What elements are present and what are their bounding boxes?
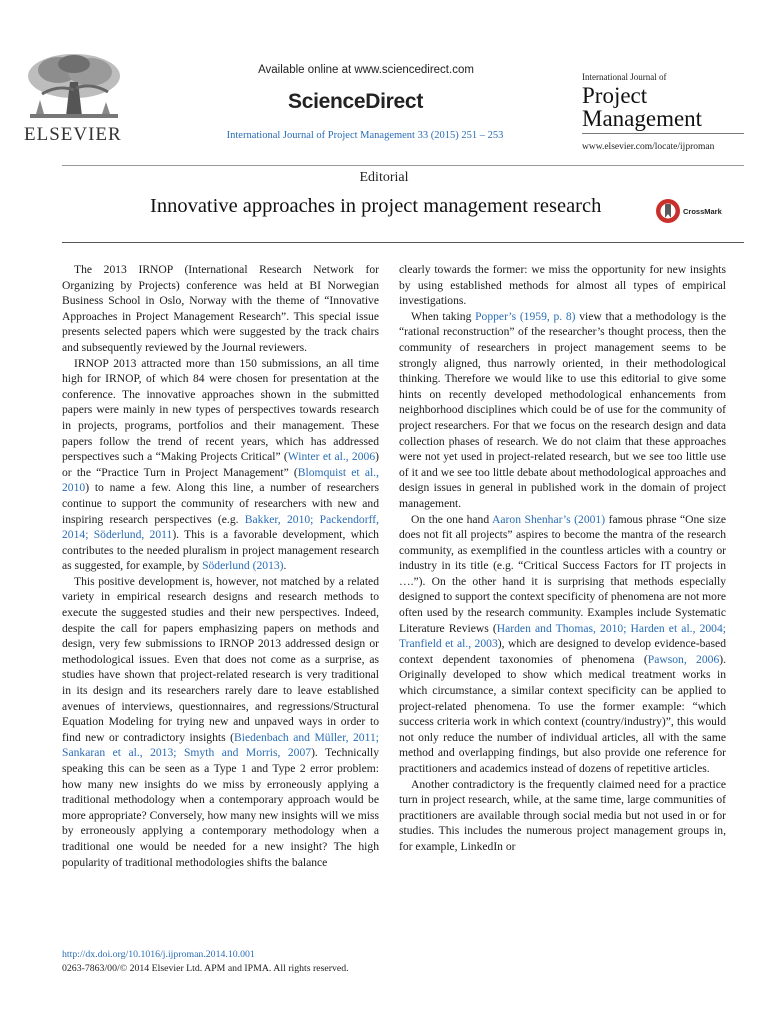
- publisher-name: ELSEVIER: [24, 124, 122, 145]
- reference-link[interactable]: Aaron Shenhar’s (2001): [492, 512, 606, 526]
- paragraph: IRNOP 2013 attracted more than 150 submissions, an all time high for IRNOP, of which 84 were chosen for presentation at the conference. The innovative approaches shown in the submitted papers were mainly in new types of perspectives towards research in projects, programs, portfolios and their management. These papers follow the trend of recent years, which has addressed perspectives such a “Making Projects Critical” (Winter et al., 2006) or the “Practice Turn in Project Management” (Blomquist et al., 2010) to name a few. Along this line, a number of researchers continue to support the community of researchers with new and inspiring research perspectives (e.g. Bakker, 2010; Packendorff, 2014; Söderlund, 2011). This is a favorable development, which contributes to the needed pluralism in project management research as suggested, for example, by Söderlund (2013).: [62, 356, 379, 573]
- journal-name-line1: Project: [582, 83, 648, 108]
- reference-link[interactable]: Pawson, 2006: [647, 652, 720, 666]
- journal-divider: [582, 133, 744, 134]
- paragraph: On the one hand Aaron Shenhar’s (2001) famous phrase “One size does not fit all projects” aspires to become the mantra of the research community, as exemplified in the countless articles with a country or industry in its title (e.g. “Critical Success Factors for IT projects in ….”). On the other hand it is surprising that methods especially designed to support the context specificity of phenomena are not more often used by the research community. Examples include Systematic Literature Reviews (Harden and Thomas, 2010; Harden et al., 2004; Tranfield et al., 2003), which are designed to develop evidence-based context dependent taxonomies of phenomena (Pawson, 2006). Originally developed to show which medical treatment works in which circumstance, a similar context specificity can be applied to project-related phenomena. To use the former example: “which success criteria work in which context (country/industry)”, this would not only reduce the number of individual articles, all with the same method and overlapping findings, but also provide one reference for practitioners and academics instead of dozens of repetitive articles.: [399, 512, 727, 775]
- journal-name-line2: Management: [582, 106, 703, 131]
- journal-prefix: International Journal of: [582, 72, 667, 82]
- paragraph: This positive development is, however, not matched by a related variety in empirical research designs and research methods to execute the suggested studies and their new perspectives. Indeed, despite the call for papers emphasizing papers on methods and design, very few submissions to IRNOP 2013 addressed design or methodological issues. Even that does not come as a surprise, as studies have shown that project-related research is very traditional in its design and its researchers rarely dare to leave established avenues of interviews, questionnaires, and regressions/Structural Equation Modeling for trying new and unpaved ways in order to find new or contradictory insights (Biedenbach and Müller, 2011; Sankaran et al., 2013; Smyth and Morris, 2007). Technically speaking this can be seen as a Type 1 and Type 2 error problem: how many new insights do we miss by erroneously applying a traditional methodology when a contemporary approach would be more appropriate? Conversely, how many new insights will we miss by erroneously applying a contemporary methodology when a traditional one would be needed for a new insight? The high popularity of traditional methodologies shifts the balance: [62, 574, 379, 869]
- reference-link[interactable]: Popper’s (1959, p. 8): [475, 309, 576, 323]
- reference-link[interactable]: Winter et al., 2006: [287, 450, 376, 464]
- reference-link[interactable]: Biedenbach and Müller, 2011; Sankaran et al., 2013; Smyth and Morris, 2007: [62, 730, 379, 760]
- reference-link[interactable]: Söderlund (2013): [202, 559, 284, 573]
- copyright-notice: 0263-7863/00/© 2014 Elsevier Ltd. APM and IPMA. All rights reserved.: [62, 963, 349, 974]
- paragraph: The 2013 IRNOP (International Research Network for Organizing by Projects) conference was held at BI Norwegian Business School in Oslo, Norway with the theme of “Innovative Approaches in Project Management Research”. This special issue presents selected papers which were suggested by the track chairs and subsequently reviewed by the Journal reviewers.: [62, 263, 379, 354]
- page-footer: [62, 948, 349, 976]
- doi-link[interactable]: http://dx.doi.org/10.1016/j.ijproman.2014.10.001: [62, 949, 255, 960]
- available-online-text: Available online at www.sciencedirect.com: [258, 64, 474, 76]
- journal-url[interactable]: www.elsevier.com/locate/ijproman: [582, 142, 715, 152]
- journal-masthead: [582, 72, 744, 152]
- paragraph: Another contradictory is the frequently claimed need for a practice turn in project research, while, at the same time, large communities of practitioners are available through social media but not used in or for studies. This includes the numerous project management groups in, for example, LinkedIn or: [399, 777, 726, 853]
- title-divider: [62, 242, 744, 243]
- sciencedirect-logo: ScienceDirect: [288, 90, 424, 113]
- tree-icon: [22, 52, 126, 124]
- crossmark-icon: [655, 198, 681, 224]
- body-column-right: [399, 262, 726, 855]
- reference-link[interactable]: Bakker, 2010; Packendorff, 2014; Söderlund, 2011: [62, 512, 379, 542]
- crossmark-button[interactable]: [655, 198, 722, 224]
- body-column-left: [62, 262, 379, 870]
- reference-link[interactable]: Blomquist et al., 2010: [62, 465, 379, 495]
- paragraph: When taking Popper’s (1959, p. 8) view that a methodology is the “rational reconstruction” of the researcher’s thought process, then the community of researchers in project management seems to be strongly aligned, thus narrowly oriented, in their methodological thinking. Therefore we would like to use this editorial to give some hints on recently developed methodological enhancements from neighborhood disciplines which could be of use for the community of project researchers. For that we focus on the research design and data collection phases of research. We do not claim that these approaches were not yet used in project-related research, but we see too little use of it and we see too little debate about methodological approaches and design issues in general in published work in the domain of project management.: [399, 309, 726, 510]
- header-divider: [62, 165, 744, 166]
- crossmark-label: CrossMark: [683, 206, 722, 216]
- article-title: Innovative approaches in project management research: [150, 195, 602, 217]
- journal-citation-link[interactable]: International Journal of Project Management 33 (2015) 251 – 253: [226, 130, 504, 141]
- section-label: Editorial: [359, 170, 409, 185]
- paragraph: clearly towards the former: we miss the opportunity for new insights by using established methods for almost all types of empirical investigations.: [399, 263, 726, 308]
- reference-link[interactable]: Harden and Thomas, 2010; Harden et al., 2004; Tranfield et al., 2003: [399, 621, 726, 651]
